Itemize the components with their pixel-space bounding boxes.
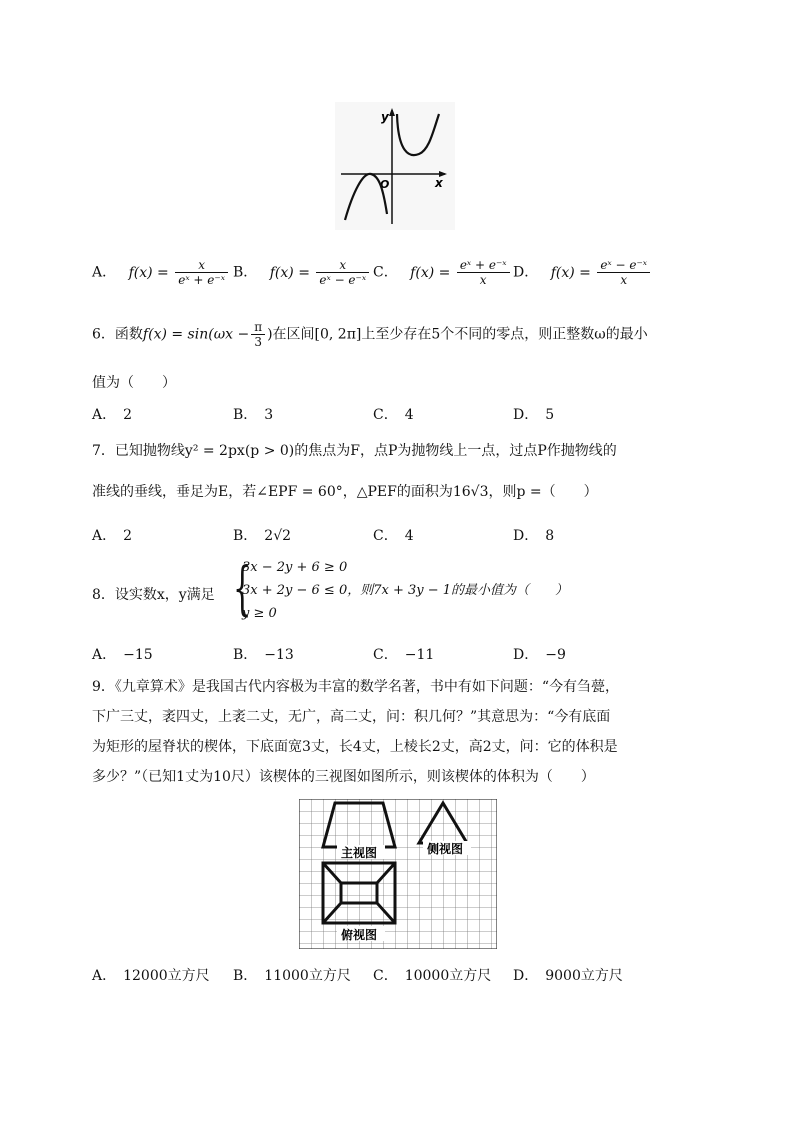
q6-stem-line2: 值为（ ）: [92, 375, 176, 391]
three-view-figure: [299, 799, 497, 949]
q5-option-d[interactable]: D． f(x) = $\frac{\text{eˣ − e⁻ˣ}}{x}$: [513, 258, 652, 287]
q7-stem-line2: 准线的垂线，垂足为E，若∠EPF = 60°，△PEF的面积为16√3，则p =（ ）: [92, 484, 598, 500]
q6-option-c[interactable]: C． 4: [373, 407, 414, 423]
q6-stem-line1: 6．函数f(x) = sin(ωx − $\frac{\pi}{3}$ )在区间[0, 2π]上至少存在5个不同的零点，则正整数ω的最小: [92, 320, 648, 349]
q8-constraint-2: 3x + 2y − 6 ≤ 0，则7x + 3y − 1的最小值为（ ）: [242, 583, 569, 598]
q8-option-a[interactable]: A． −15: [92, 647, 153, 663]
q7-option-a[interactable]: A． 2: [92, 528, 133, 544]
q9-option-c[interactable]: C． 10000立方尺: [373, 968, 492, 984]
q5-option-b[interactable]: B． f(x) = $\frac{x}{\text{eˣ − e⁻ˣ}}$: [233, 258, 371, 287]
function-graph: [335, 102, 455, 230]
q6-option-a[interactable]: A． 2: [92, 407, 133, 423]
side-view-label: 侧视图: [427, 842, 464, 856]
q6-option-b[interactable]: B． 3: [233, 407, 274, 423]
q6-option-d[interactable]: D． 5: [513, 407, 555, 423]
q8-constraint-3: y ≥ 0: [242, 606, 277, 621]
q9-option-b[interactable]: B． 11000立方尺: [233, 968, 351, 984]
q9-option-a[interactable]: A． 12000立方尺: [92, 968, 210, 984]
q7-option-d[interactable]: D． 8: [513, 528, 555, 544]
q8-brace: {: [233, 554, 252, 622]
x-axis-label: x: [435, 176, 443, 190]
q7-option-b[interactable]: B． 2√2: [233, 528, 292, 544]
q8-constraint-1: 3x − 2y + 6 ≥ 0: [242, 560, 348, 575]
q9-option-d[interactable]: D． 9000立方尺: [513, 968, 623, 984]
origin-label: O: [380, 178, 390, 191]
q7-stem-line1: 7．已知抛物线y² = 2px(p > 0)的焦点为F，点P为抛物线上一点，过点P作抛物线的: [92, 443, 617, 459]
q5-option-c[interactable]: C． f(x) = $\frac{\text{eˣ + e⁻ˣ}}{x}$: [373, 258, 512, 287]
q8-option-c[interactable]: C． −11: [373, 647, 435, 663]
q5-option-a[interactable]: A． f(x) = $\frac{x}{\text{eˣ + e⁻ˣ}}$: [92, 258, 230, 287]
q8-option-b[interactable]: B． −13: [233, 647, 294, 663]
q9-stem-line1: 9．《九章算术》是我国古代内容极为丰富的数学名著，书中有如下问题：“今有刍甍，: [92, 679, 620, 695]
q8-stem-prefix: 8．设实数x，y满足: [92, 587, 215, 603]
front-view-label: 主视图: [341, 846, 378, 860]
q8-option-d[interactable]: D． −9: [513, 647, 566, 663]
q9-stem-line2: 下广三丈，袤四丈，上袤二丈，无广，高二丈，问：积几何？”其意思为：“今有底面: [92, 709, 611, 725]
q9-stem-line3: 为矩形的屋脊状的楔体，下底面宽3丈，长4丈，上棱长2丈，高2丈，问：它的体积是: [92, 739, 618, 755]
y-axis-label: y: [381, 110, 389, 124]
q8-constraint-system: [242, 556, 568, 625]
top-view-label: 俯视图: [341, 928, 378, 942]
q9-stem-line4: 多少？”（已知1丈为10尺）该楔体的三视图如图所示，则该楔体的体积为（ ）: [92, 769, 595, 785]
q7-option-c[interactable]: C． 4: [373, 528, 414, 544]
